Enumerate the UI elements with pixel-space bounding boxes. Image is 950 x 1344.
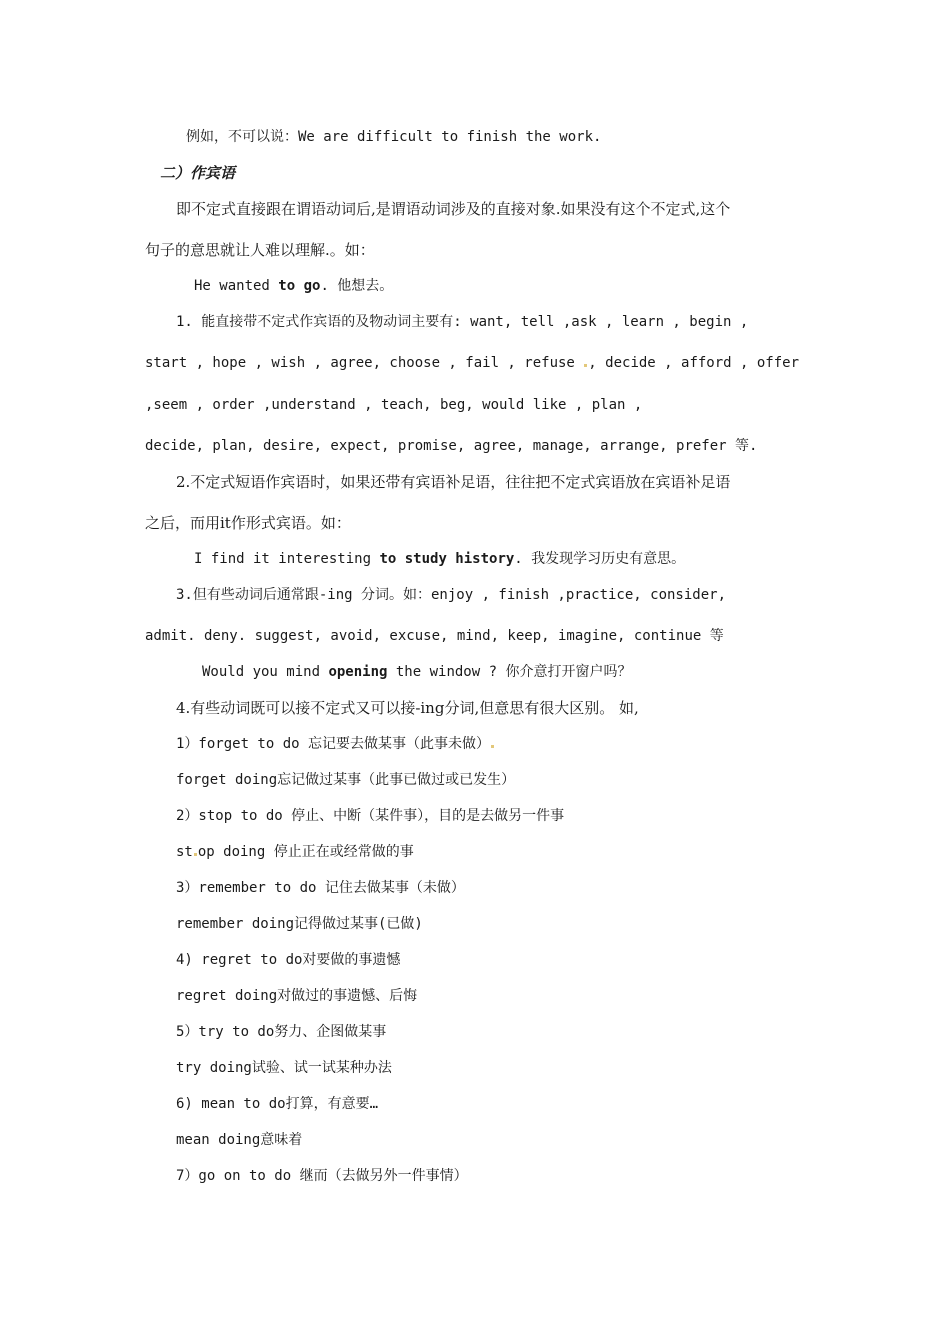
example-text: I find it interesting (194, 551, 380, 567)
paragraph-line: 之后，而用it作形式宾语。如： (145, 514, 351, 532)
example-bold-text: opening (328, 664, 388, 680)
paragraph-text: start , hope , wish , agree, choose , fail , refuse (145, 355, 584, 371)
paragraph-line: admit. deny. suggest, avoid, excuse, mind, keep, imagine, continue 等 (145, 628, 724, 644)
example-text: Would you mind (202, 664, 329, 680)
paragraph-line: 即不定式直接跟在谓语动词后,是谓语动词涉及的直接对象.如果没有这个不定式,这个 (176, 200, 731, 218)
list-item (176, 734, 495, 754)
list-item: 6) mean to do打算，有意要… (176, 1096, 379, 1112)
list-item-text: op doing 停止正在或经常做的事 (197, 844, 414, 860)
paragraph-line: 2.不定式短语作宾语时，如果还带有宾语补足语，往往把不定式宾语放在宾语补足语 (176, 473, 731, 491)
example-text: He wanted (194, 278, 279, 294)
paragraph-line: decide, plan, desire, expect, promise, agree, manage, arrange, prefer 等. (145, 438, 758, 454)
list-item: forget doing忘记做过某事（此事已做过或已发生） (176, 772, 516, 788)
example-bold-text: to study history (379, 551, 515, 567)
list-item: 5）try to do努力、企图做某事 (176, 1024, 387, 1040)
marker-dot (194, 853, 197, 856)
list-item: 7）go on to do 继而（去做另外一件事情） (176, 1168, 468, 1184)
paragraph-line: 3.但有些动词后通常跟-ing 分词。如：enjoy , finish ,practice, consider, (176, 587, 727, 603)
paragraph-line: ,seem , order ,understand , teach, beg, would like , plan , (145, 397, 643, 413)
example-bold-text: to go (278, 278, 321, 294)
paragraph-line: 4.有些动词既可以接不定式又可以接-ing分词,但意思有很大区别。 如, (176, 699, 639, 717)
example-sentence (194, 549, 685, 569)
paragraph-line: 1. 能直接带不定式作宾语的及物动词主要有: want, tell ,ask , learn , begin , (176, 314, 749, 330)
example-text: . 他想去。 (320, 278, 394, 294)
paragraph-line: 句子的意思就让人难以理解.。如： (145, 241, 375, 259)
list-item: regret doing对做过的事遗憾、后悔 (176, 988, 418, 1004)
list-item: try doing试验、试一试某种办法 (176, 1060, 392, 1076)
list-item: mean doing意味着 (176, 1132, 303, 1148)
example-sentence (202, 662, 631, 682)
list-item: 2）stop to do 停止、中断（某件事），目的是去做另一件事 (176, 808, 565, 824)
example-text: the window ? 你介意打开窗户吗？ (387, 664, 632, 680)
marker-dot (491, 745, 494, 748)
example-line: 例如，不可以说：We are difficult to finish the work. (186, 129, 602, 145)
example-text: . 我发现学习历史有意思。 (514, 551, 686, 567)
example-sentence (194, 276, 393, 296)
list-item-text: 1）forget to do 忘记要去做某事（此事未做） (176, 736, 491, 752)
marker-dot (584, 364, 587, 367)
list-item: 3）remember to do 记住去做某事（未做） (176, 880, 465, 896)
list-item: 4) regret to do对要做的事遗憾 (176, 952, 401, 968)
paragraph-text: , decide , afford , offer (588, 355, 800, 371)
list-item: remember doing记得做过某事(已做) (176, 916, 423, 932)
list-item-text: st (176, 844, 193, 860)
section-heading: 二）作宾语 (160, 164, 236, 182)
list-item (176, 842, 414, 862)
paragraph-line (145, 353, 799, 373)
